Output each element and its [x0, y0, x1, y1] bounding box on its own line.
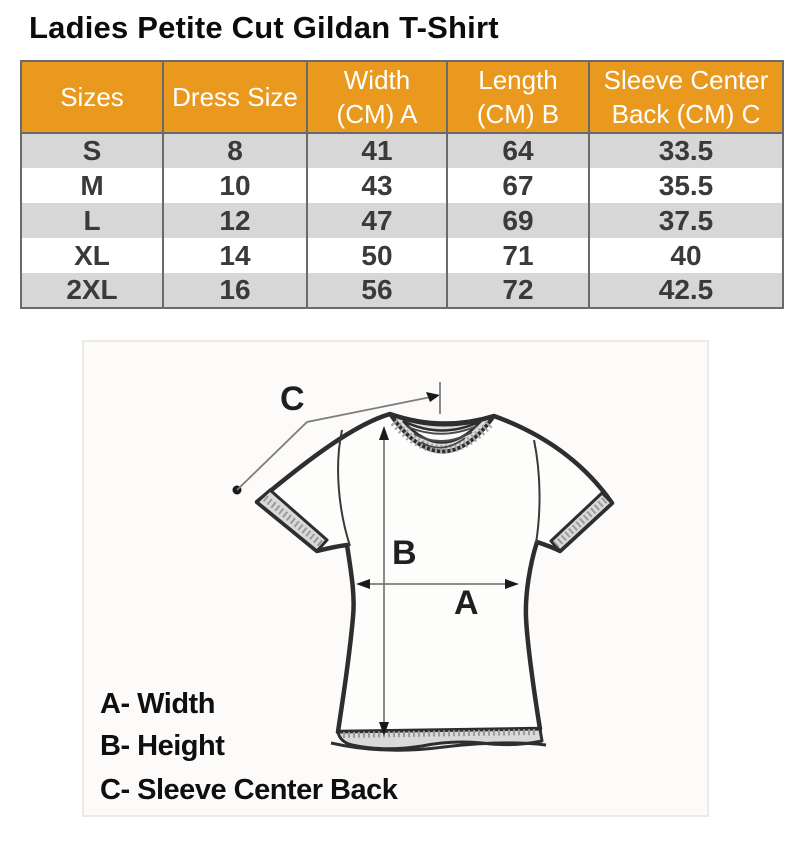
- table-row-l: [21, 203, 783, 238]
- table-header-row: [21, 61, 783, 133]
- table-cell: M: [21, 168, 163, 203]
- column-header-length: Length (CM) B: [447, 61, 589, 133]
- table-cell: 50: [307, 238, 447, 273]
- table-cell: 16: [163, 273, 307, 308]
- table-cell: 12: [163, 203, 307, 238]
- table-row-s: [21, 133, 783, 168]
- measure-label-a: A: [454, 584, 479, 622]
- table-cell: L: [21, 203, 163, 238]
- legend-item-height: B- Height: [100, 730, 225, 762]
- table-cell: 71: [447, 238, 589, 273]
- column-header-width: Width (CM) A: [307, 61, 447, 133]
- table-cell: 10: [163, 168, 307, 203]
- table-cell: 43: [307, 168, 447, 203]
- table-row-m: [21, 168, 783, 203]
- tshirt-outline: [257, 414, 612, 732]
- table-cell: S: [21, 133, 163, 168]
- table-cell: 42.5: [589, 273, 783, 308]
- table-cell: 64: [447, 133, 589, 168]
- table-cell: 47: [307, 203, 447, 238]
- table-cell: 8: [163, 133, 307, 168]
- column-header-sleeve-center-back: Sleeve Center Back (CM) C: [589, 61, 783, 133]
- table-cell: 35.5: [589, 168, 783, 203]
- table-cell: 72: [447, 273, 589, 308]
- table-row-xl: [21, 238, 783, 273]
- measure-c-arrowhead: [426, 392, 440, 402]
- column-header-dress-size: Dress Size: [163, 61, 307, 133]
- measure-label-b: B: [392, 534, 417, 572]
- table-cell: 37.5: [589, 203, 783, 238]
- measurement-diagram: [82, 340, 709, 817]
- table-cell: 2XL: [21, 273, 163, 308]
- table-cell: 67: [447, 168, 589, 203]
- table-cell: XL: [21, 238, 163, 273]
- legend-item-width: A- Width: [100, 688, 215, 720]
- legend-item-sleeve-center-back: C- Sleeve Center Back: [100, 774, 398, 806]
- column-header-sizes: Sizes: [21, 61, 163, 133]
- table-cell: 56: [307, 273, 447, 308]
- table-cell: 40: [589, 238, 783, 273]
- table-cell: 33.5: [589, 133, 783, 168]
- table-cell: 14: [163, 238, 307, 273]
- measure-label-c: C: [280, 380, 305, 418]
- table-cell: 69: [447, 203, 589, 238]
- page-title: Ladies Petite Cut Gildan T-Shirt: [29, 10, 499, 45]
- table-row-2xl: [21, 273, 783, 308]
- table-cell: 41: [307, 133, 447, 168]
- size-chart-table: [20, 60, 784, 309]
